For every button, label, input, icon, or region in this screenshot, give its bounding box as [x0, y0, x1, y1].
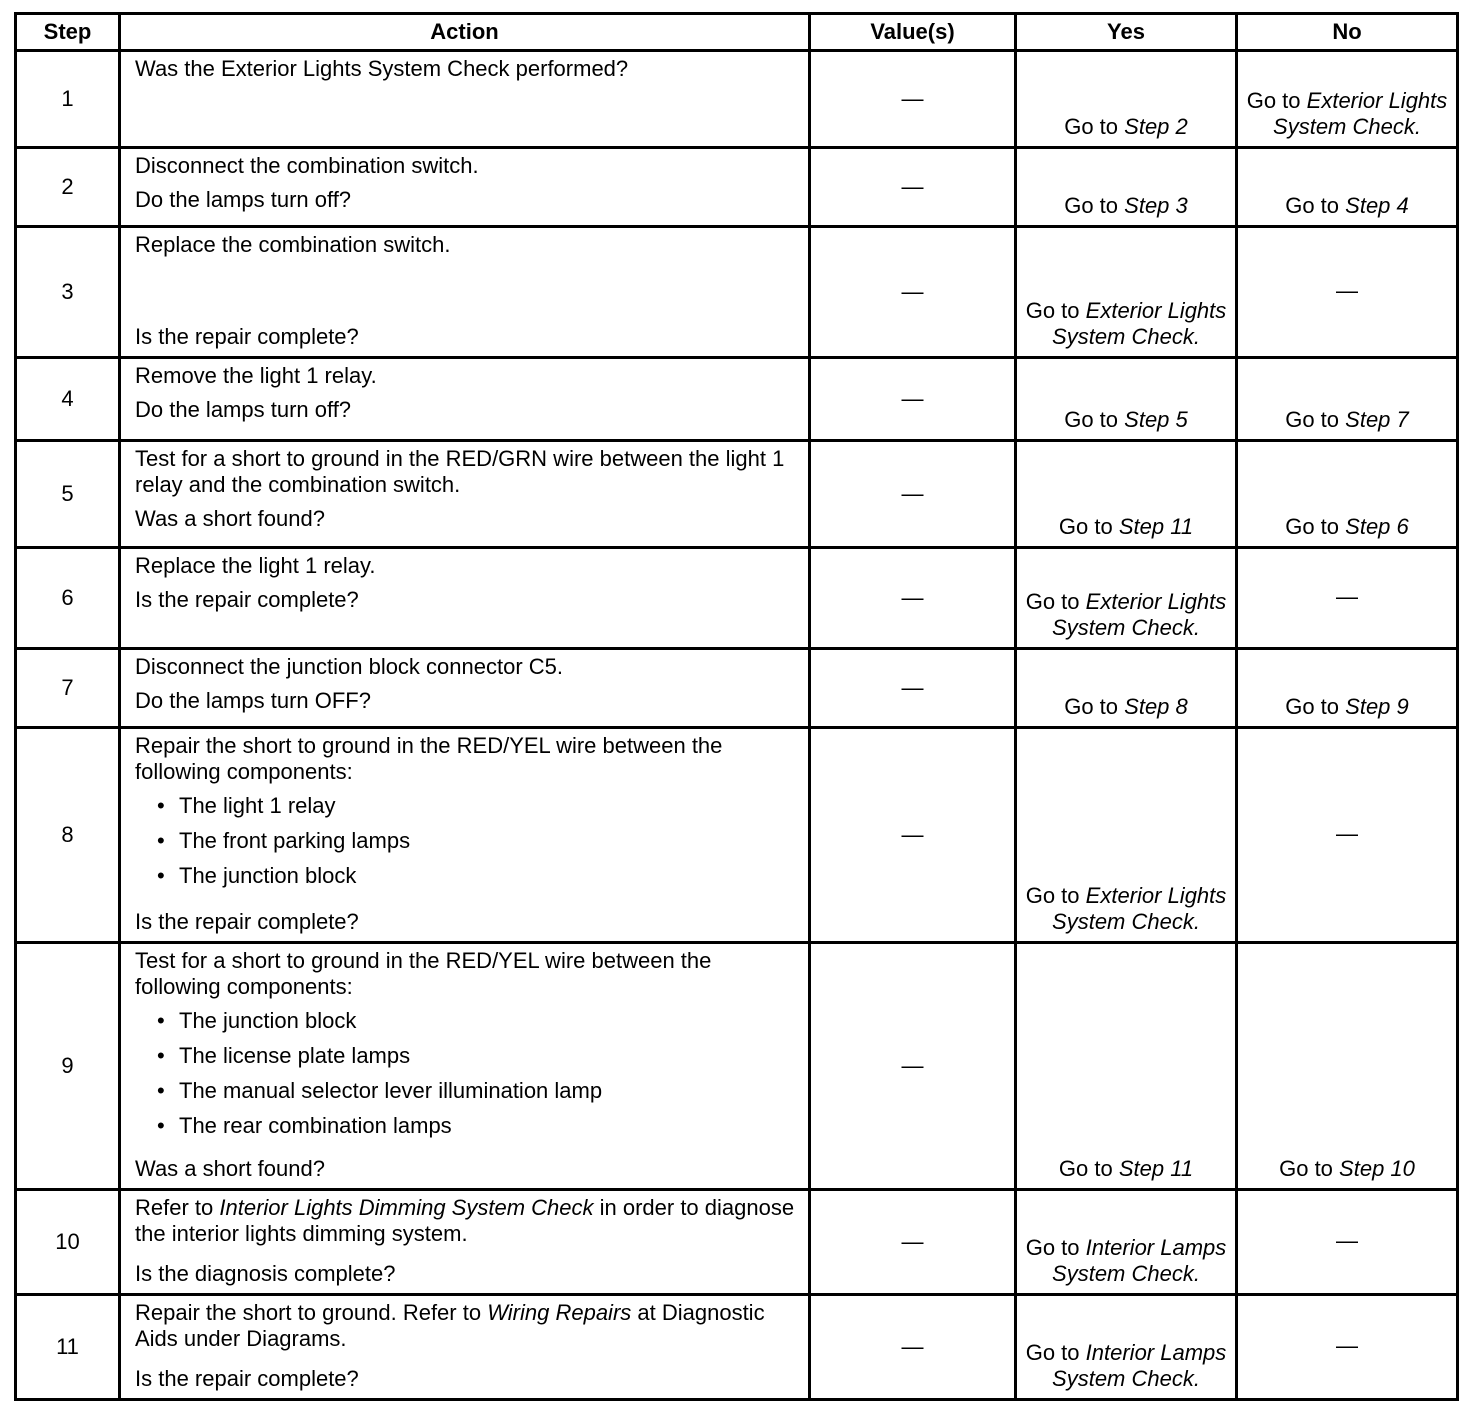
dash-mark: —: [1336, 584, 1358, 609]
table-row: [16, 51, 1458, 148]
dash-mark: —: [1336, 1333, 1358, 1358]
table-row: [16, 441, 1458, 548]
dash-mark: —: [901, 1229, 924, 1254]
list-item: [157, 1113, 796, 1139]
action-content: [135, 1300, 796, 1392]
action-question: Is the repair complete?: [135, 324, 359, 349]
step-link[interactable]: Interior Lamps System Check.: [1052, 1340, 1227, 1391]
action-question: Is the diagnosis complete?: [135, 1261, 396, 1286]
bullet-icon: •: [157, 1008, 165, 1033]
action-cell: [120, 649, 810, 728]
yes-cell: [1016, 1190, 1237, 1295]
action-question: Is the repair complete?: [135, 909, 359, 934]
action-line: Replace the combination switch.: [135, 232, 451, 257]
list-item-text: The light 1 relay: [179, 793, 336, 818]
step-number: 8: [16, 728, 120, 943]
table-row: [16, 148, 1458, 227]
action-content: [135, 654, 796, 720]
header-action: Action: [120, 14, 810, 51]
action-cell: [120, 148, 810, 227]
no-cell: [1237, 1295, 1458, 1400]
no-cell: [1237, 1190, 1458, 1295]
value-cell: [810, 148, 1016, 227]
action-cell: [120, 1190, 810, 1295]
go-to-label: Go to: [1025, 1235, 1080, 1260]
list-item: [157, 863, 796, 889]
action-cell: [120, 227, 810, 358]
value-cell: [810, 1295, 1016, 1400]
action-cell: [120, 51, 810, 148]
no-cell: [1237, 227, 1458, 358]
step-number: 6: [16, 548, 120, 649]
go-to-label: Go to: [1025, 589, 1080, 614]
action-content: [135, 363, 796, 433]
value-cell: [810, 358, 1016, 441]
dash-mark: —: [901, 386, 924, 411]
no-cell: [1237, 148, 1458, 227]
action-intro: Test for a short to ground in the RED/YEL wire between the following components:: [135, 948, 712, 999]
go-to-label: Go to: [1064, 114, 1119, 139]
yes-cell: [1016, 148, 1237, 227]
list-item: [157, 1008, 796, 1034]
action-cell: [120, 943, 810, 1190]
action-line: Disconnect the combination switch.: [135, 153, 479, 178]
step-link[interactable]: Exterior Lights System Check.: [1052, 298, 1227, 349]
action-content: [135, 56, 796, 140]
bullet-icon: •: [157, 1078, 165, 1103]
yes-cell: [1016, 227, 1237, 358]
go-to-label: Go to: [1285, 407, 1340, 432]
table-row: [16, 728, 1458, 943]
step-link[interactable]: Step 5: [1124, 407, 1188, 432]
action-content: [135, 1195, 796, 1287]
step-number: 3: [16, 227, 120, 358]
header-step: Step: [16, 14, 120, 51]
bullet-icon: •: [157, 793, 165, 818]
step-number: 4: [16, 358, 120, 441]
go-to-label: Go to: [1025, 298, 1080, 323]
dash-mark: —: [1336, 278, 1358, 303]
header-no: No: [1237, 14, 1458, 51]
action-body: [135, 948, 796, 1148]
dash-mark: —: [901, 481, 924, 506]
dash-mark: —: [901, 279, 924, 304]
no-cell: [1237, 358, 1458, 441]
action-line: Is the repair complete?: [135, 587, 359, 612]
step-link[interactable]: Exterior Lights System Check.: [1052, 883, 1227, 934]
action-content: [135, 948, 796, 1182]
list-item-text: The rear combination lamps: [179, 1113, 452, 1138]
yes-cell: [1016, 943, 1237, 1190]
table-row: [16, 1295, 1458, 1400]
action-content: [135, 153, 796, 219]
no-cell: [1237, 548, 1458, 649]
step-link[interactable]: Step 11: [1118, 514, 1194, 539]
action-cell: [120, 548, 810, 649]
header-value: Value(s): [810, 14, 1016, 51]
reference-link[interactable]: Interior Lights Dimming System Check: [219, 1195, 594, 1220]
dash-mark: —: [901, 675, 924, 700]
list-item-text: The junction block: [179, 863, 357, 888]
go-to-label: Go to: [1058, 514, 1113, 539]
action-text-pre: Repair the short to ground. Refer to: [135, 1300, 488, 1325]
dash-mark: —: [1336, 821, 1358, 846]
go-to-label: Go to: [1285, 694, 1340, 719]
action-cell: [120, 1295, 810, 1400]
action-text-post: in order to diagnose the interior lights dimming system.: [135, 1195, 795, 1246]
action-lines: [135, 56, 796, 82]
dash-mark: —: [1336, 1228, 1358, 1253]
bullet-icon: •: [157, 828, 165, 853]
action-intro: Repair the short to ground in the RED/YEL wire between the following components:: [135, 733, 723, 784]
component-list: [135, 793, 796, 889]
go-to-label: Go to: [1064, 407, 1119, 432]
table-row: [16, 358, 1458, 441]
action-cell: [120, 441, 810, 548]
go-to-label: Go to: [1246, 88, 1301, 113]
action-line: Was the Exterior Lights System Check performed?: [135, 56, 629, 81]
go-to-label: Go to: [1285, 514, 1340, 539]
dash-mark: —: [901, 174, 924, 199]
action-line: Disconnect the junction block connector C5.: [135, 654, 564, 679]
action-lines: [135, 363, 796, 423]
action-line: Do the lamps turn OFF?: [135, 688, 371, 713]
action-question: Was a short found?: [135, 1156, 325, 1181]
value-cell: [810, 1190, 1016, 1295]
value-cell: [810, 227, 1016, 358]
step-link[interactable]: Step 2: [1124, 114, 1188, 139]
reference-link[interactable]: Wiring Repairs: [487, 1300, 632, 1325]
go-to-label: Go to: [1025, 883, 1080, 908]
action-line: Remove the light 1 relay.: [135, 363, 377, 388]
go-to-label: Go to: [1285, 193, 1340, 218]
action-body: [135, 733, 796, 898]
header-row: [16, 14, 1458, 51]
table-row: [16, 548, 1458, 649]
action-content: [135, 446, 796, 540]
action-line: Was a short found?: [135, 506, 325, 531]
list-item-text: The junction block: [179, 1008, 357, 1033]
step-number: 11: [16, 1295, 120, 1400]
action-cell: [120, 358, 810, 441]
action-line: Do the lamps turn off?: [135, 187, 352, 212]
list-item: [157, 793, 796, 819]
step-number: 10: [16, 1190, 120, 1295]
go-to-label: Go to: [1064, 193, 1119, 218]
action-line: Test for a short to ground in the RED/GRN wire between the light 1 relay and the combination switch.: [135, 446, 785, 497]
step-link[interactable]: Exterior Lights System Check.: [1052, 589, 1227, 640]
step-number: 9: [16, 943, 120, 1190]
step-link[interactable]: Exterior Lights System Check.: [1273, 88, 1448, 139]
value-cell: [810, 441, 1016, 548]
step-link[interactable]: Step 4: [1345, 193, 1409, 218]
component-list: [135, 1008, 796, 1139]
value-cell: [810, 51, 1016, 148]
list-item: [157, 1078, 796, 1104]
action-lines: [135, 446, 796, 532]
action-lines: [135, 153, 796, 213]
action-text-pre: Refer to: [135, 1195, 220, 1220]
dash-mark: —: [901, 585, 924, 610]
yes-cell: [1016, 548, 1237, 649]
step-number: 1: [16, 51, 120, 148]
dash-mark: —: [901, 822, 924, 847]
bullet-icon: •: [157, 1043, 165, 1068]
list-item-text: The license plate lamps: [179, 1043, 411, 1068]
dash-mark: —: [901, 86, 924, 111]
step-link[interactable]: Step 11: [1118, 1156, 1194, 1181]
diagnostic-table: [14, 12, 1459, 1401]
step-link[interactable]: Step 8: [1124, 694, 1188, 719]
action-content: [135, 232, 796, 350]
header-yes: Yes: [1016, 14, 1237, 51]
step-link[interactable]: Interior Lamps System Check.: [1052, 1235, 1227, 1286]
yes-cell: [1016, 51, 1237, 148]
yes-cell: [1016, 1295, 1237, 1400]
step-link[interactable]: Step 6: [1345, 514, 1409, 539]
dash-mark: —: [901, 1053, 924, 1078]
no-cell: [1237, 51, 1458, 148]
value-cell: [810, 649, 1016, 728]
action-content: [135, 733, 796, 935]
yes-cell: [1016, 728, 1237, 943]
action-lines: [135, 553, 796, 613]
no-cell: [1237, 728, 1458, 943]
no-cell: [1237, 943, 1458, 1190]
go-to-label: Go to: [1064, 694, 1119, 719]
list-item-text: The manual selector lever illumination lamp: [179, 1078, 603, 1103]
step-link[interactable]: Step 10: [1339, 1156, 1415, 1181]
action-cell: [120, 728, 810, 943]
action-content: [135, 553, 796, 641]
bullet-icon: •: [157, 863, 165, 888]
step-link[interactable]: Step 9: [1345, 694, 1409, 719]
go-to-label: Go to: [1279, 1156, 1333, 1181]
action-question: Is the repair complete?: [135, 1366, 359, 1391]
table-row: [16, 1190, 1458, 1295]
step-link[interactable]: Step 3: [1124, 193, 1188, 218]
value-cell: [810, 548, 1016, 649]
table-row: [16, 227, 1458, 358]
yes-cell: [1016, 441, 1237, 548]
table-row: [16, 649, 1458, 728]
action-text: [135, 1195, 796, 1247]
no-cell: [1237, 441, 1458, 548]
value-cell: [810, 943, 1016, 1190]
go-to-label: Go to: [1058, 1156, 1113, 1181]
action-lines: [135, 654, 796, 714]
yes-cell: [1016, 649, 1237, 728]
action-text: [135, 1300, 796, 1352]
list-item: [157, 1043, 796, 1069]
step-number: 7: [16, 649, 120, 728]
action-line: Replace the light 1 relay.: [135, 553, 376, 578]
step-number: 2: [16, 148, 120, 227]
action-lines: [135, 232, 796, 258]
value-cell: [810, 728, 1016, 943]
list-item-text: The front parking lamps: [179, 828, 411, 853]
bullet-icon: •: [157, 1113, 165, 1138]
go-to-label: Go to: [1025, 1340, 1080, 1365]
step-link[interactable]: Step 7: [1345, 407, 1409, 432]
list-item: [157, 828, 796, 854]
yes-cell: [1016, 358, 1237, 441]
action-text-post: at Diagnostic Aids under Diagrams.: [135, 1300, 765, 1351]
action-line: Do the lamps turn off?: [135, 397, 352, 422]
dash-mark: —: [901, 1334, 924, 1359]
table-row: [16, 943, 1458, 1190]
step-number: 5: [16, 441, 120, 548]
no-cell: [1237, 649, 1458, 728]
